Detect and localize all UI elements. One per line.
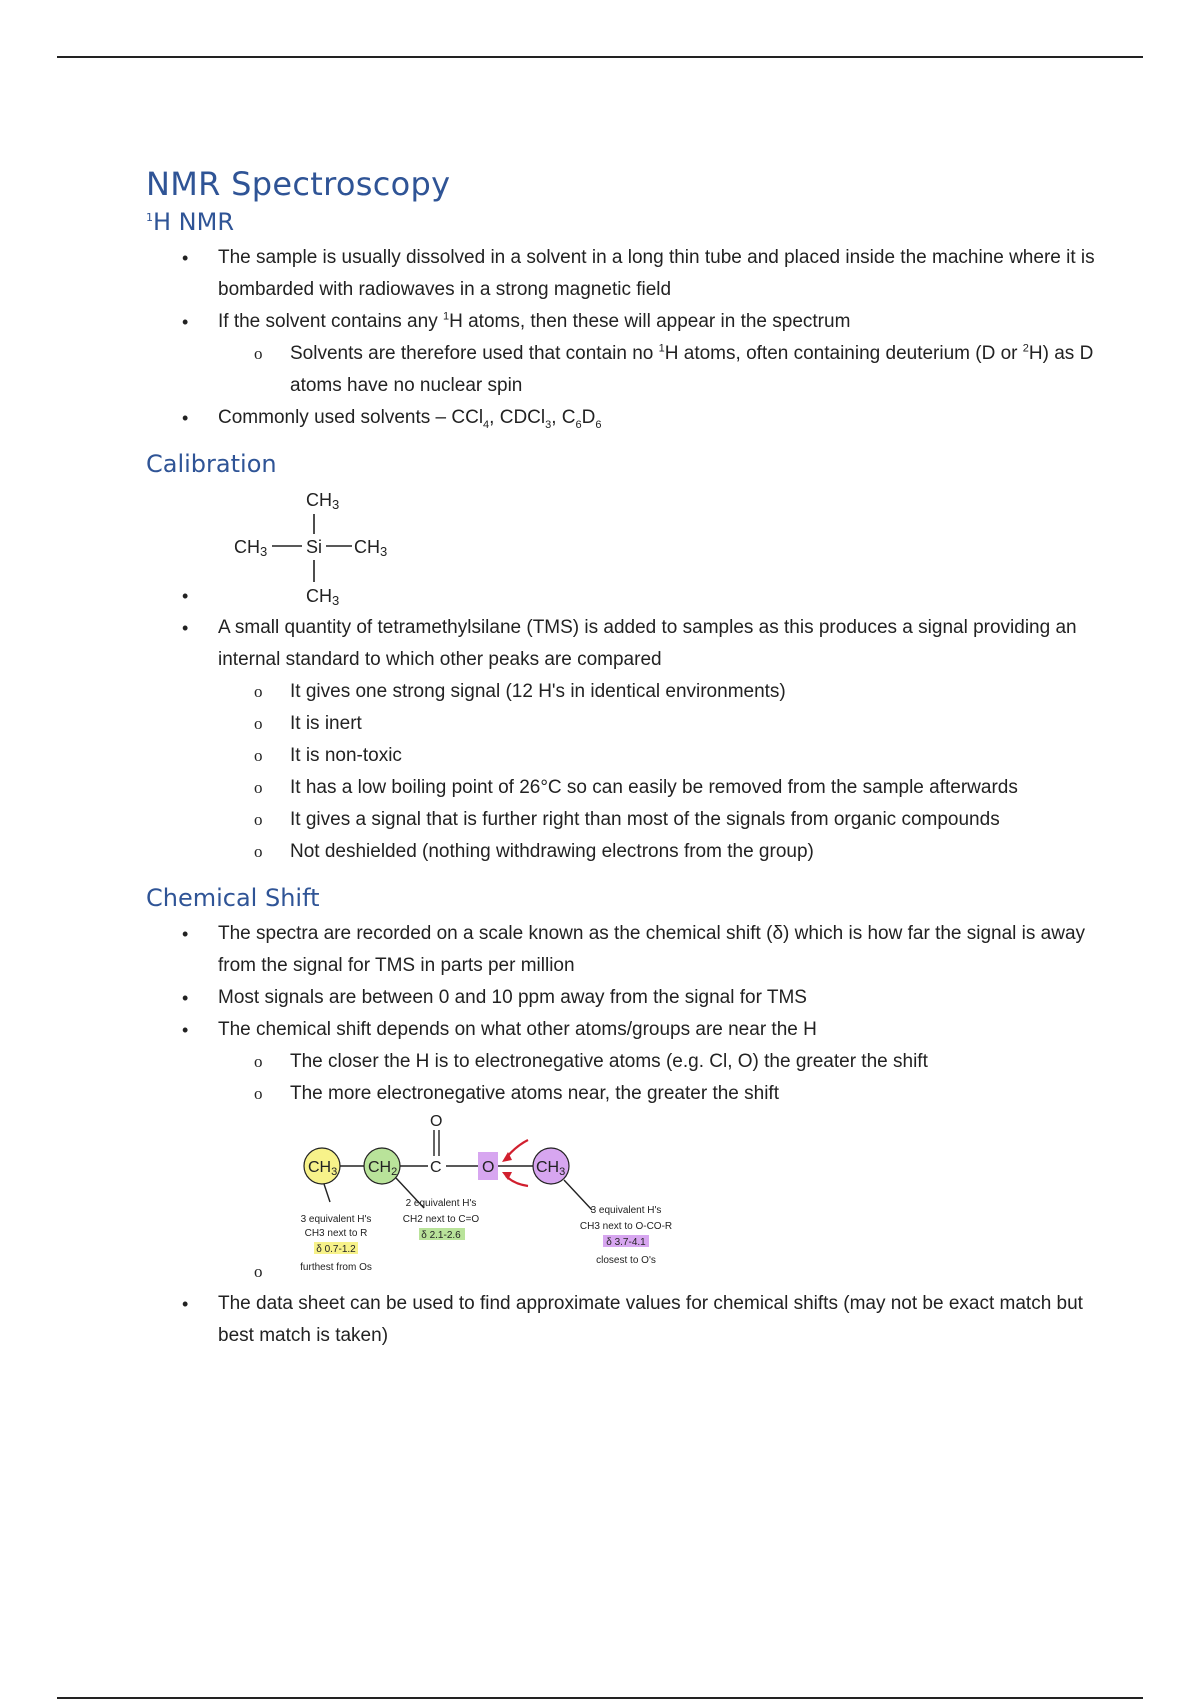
- page-title: NMR Spectroscopy: [146, 165, 451, 203]
- diagram-o-mid: O: [482, 1159, 495, 1176]
- sub-bullet-icon: o: [254, 1262, 263, 1281]
- tms-ch3-right: CH3: [354, 537, 388, 559]
- label3-line4: closest to O's: [596, 1255, 656, 1266]
- sub-list-item: o It is non-toxic: [146, 740, 1106, 772]
- sub-list-item: o It has a low boiling point of 26°C so can easily be removed from the sample afterwards: [146, 772, 1106, 804]
- sub-list-item: o It gives a signal that is further right than most of the signals from organic compounds: [146, 804, 1106, 836]
- label1-line3: δ 0.7-1.2: [316, 1244, 356, 1255]
- diagram-ch2: CH2: [368, 1159, 398, 1178]
- tms-structure-row: [146, 484, 1106, 612]
- tms-ch3-top: CH3: [306, 490, 340, 512]
- label3-line1: 3 equivalent H's: [590, 1205, 662, 1216]
- list-item: • A small quantity of tetramethylsilane (TMS) is added to samples as this produces a signal providing an internal standard to which other peaks are compared: [146, 612, 1106, 676]
- section-heading-chemical-shift: Chemical Shift: [146, 884, 320, 912]
- label1-line4: furthest from Os: [300, 1262, 372, 1273]
- h-nmr-list: [146, 242, 1106, 434]
- section-heading-h-nmr: $^1$H NMR: [146, 208, 235, 236]
- ester-shift-diagram: [296, 1110, 736, 1288]
- label2-line1: 2 equivalent H's: [405, 1198, 477, 1209]
- tms-structure-diagram: [234, 486, 414, 610]
- list-item: • The data sheet can be used to find approximate values for chemical shifts (may not be exact match but best match is taken): [146, 1288, 1106, 1352]
- label3-line3: δ 3.7-4.1: [606, 1237, 646, 1248]
- sub-list-item: o The more electronegative atoms near, the greater the shift: [146, 1078, 1106, 1110]
- tms-si: Si: [306, 537, 323, 557]
- list-item: • The spectra are recorded on a scale known as the chemical shift (δ) which is how far the signal is away from the signal for TMS in parts per million: [146, 918, 1106, 982]
- sub-list-item: o It gives one strong signal (12 H's in identical environments): [146, 676, 1106, 708]
- footer-rule: [57, 1697, 1143, 1699]
- label1-line2: CH3 next to R: [304, 1228, 368, 1239]
- document-body: [146, 160, 1106, 1352]
- sub-list-item: o The closer the H is to electronegative atoms (e.g. Cl, O) the greater the shift: [146, 1046, 1106, 1078]
- label2-line2: CH2 next to C=O: [402, 1214, 480, 1225]
- label3-line2: CH3 next to O-CO-R: [579, 1221, 673, 1232]
- list-item: • If the solvent contains any $^1$H atoms, then these will appear in the spectrum: [146, 306, 1106, 338]
- diagram-o-top: O: [430, 1113, 443, 1130]
- tms-ch3-bottom: CH3: [306, 586, 340, 608]
- diagram-ch3-right: CH3: [536, 1159, 566, 1178]
- section-heading-calibration: Calibration: [146, 450, 277, 478]
- diagram-ch3-left: CH3: [308, 1159, 338, 1178]
- arrow-icon: [506, 1176, 528, 1186]
- calibration-list: [146, 612, 1106, 868]
- bullet-icon: •: [182, 586, 189, 606]
- label1-line1: 3 equivalent H's: [300, 1214, 372, 1225]
- label2-line3: δ 2.1-2.6: [421, 1230, 461, 1241]
- tms-ch3-left: CH3: [234, 537, 268, 559]
- ester-diagram-row: [146, 1110, 1106, 1288]
- list-item: • The sample is usually dissolved in a solvent in a long thin tube and placed inside the machine where it is bombarded with radiowaves in a strong magnetic field: [146, 242, 1106, 306]
- chemical-shift-list-end: [146, 1288, 1106, 1352]
- sub-list-item: o Solvents are therefore used that contain no $^1$H atoms, often containing deuterium (D or $^2$H) as D atoms have no nuclear spin: [146, 338, 1106, 402]
- list-item: • The chemical shift depends on what other atoms/groups are near the H: [146, 1014, 1106, 1046]
- diagram-c: C: [430, 1159, 442, 1176]
- header-rule: [57, 56, 1143, 58]
- sub-list-item: o Not deshielded (nothing withdrawing electrons from the group): [146, 836, 1106, 868]
- chemical-shift-list: [146, 918, 1106, 1110]
- list-item: • Most signals are between 0 and 10 ppm away from the signal for TMS: [146, 982, 1106, 1014]
- sub-list-item: o It is inert: [146, 708, 1106, 740]
- list-item: • Commonly used solvents – CCl$_4$, CDCl$_3$, $C_6D_6$: [146, 402, 1106, 434]
